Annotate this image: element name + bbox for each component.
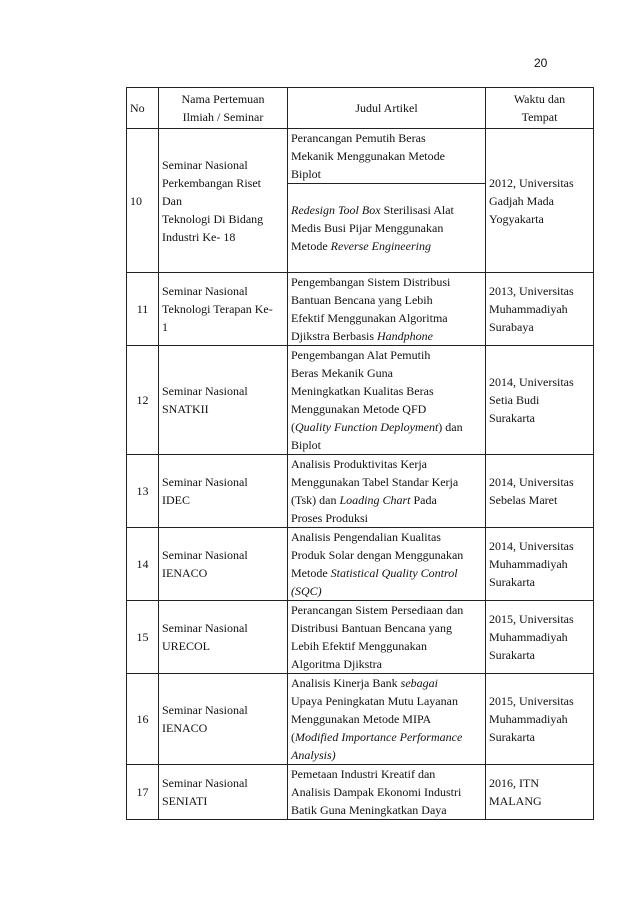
title-line xyxy=(291,219,482,237)
meeting-line: IENACO xyxy=(162,566,208,580)
title-text: Meningkatkan Kualitas Beras xyxy=(291,384,434,398)
time-place-line: Setia Budi xyxy=(489,393,540,407)
title-line xyxy=(291,291,482,309)
header-no: No xyxy=(127,88,159,129)
page-number: 20 xyxy=(534,56,548,70)
title-text: Algoritma Djikstra xyxy=(291,657,382,671)
title-italic-text: Redesign Tool Box xyxy=(291,203,381,217)
header-meeting-line: Ilmiah / Seminar xyxy=(182,110,264,124)
title-text: Menggunakan Metode MIPA xyxy=(291,712,432,726)
title-text: Analisis Dampak Ekonomi Industri xyxy=(291,785,462,799)
title-text: Biplot xyxy=(291,438,322,452)
title-text: Menggunakan Metode QFD xyxy=(291,402,427,416)
meeting-line: Seminar Nasional xyxy=(162,475,248,489)
title-line xyxy=(291,400,482,418)
table-row xyxy=(127,273,594,346)
table-row xyxy=(127,455,594,528)
title-italic-text: Modified Importance Performance xyxy=(295,730,463,744)
title-line xyxy=(291,528,482,546)
title-line xyxy=(291,801,482,819)
time-place-line: Surakarta xyxy=(489,411,535,425)
title-text: Bantuan Bencana yang Lebih xyxy=(291,293,433,307)
title-italic-text: Statistical Quality Control xyxy=(330,566,458,580)
title-text: Efektif Menggunakan Algoritma xyxy=(291,311,448,325)
title-line xyxy=(291,746,482,764)
title-line xyxy=(291,273,482,291)
title-text: Pengembangan Alat Pemutih xyxy=(291,348,431,362)
title-line xyxy=(291,728,482,746)
table-row xyxy=(127,601,594,674)
meeting-line: Dan xyxy=(162,193,182,208)
row-number: 16 xyxy=(127,674,159,765)
seminar-table xyxy=(126,87,594,820)
time-place-line: 2014, Universitas xyxy=(489,475,574,489)
meeting-cell xyxy=(159,528,288,601)
header-title: Judul Artikel xyxy=(288,88,486,129)
title-text: (Tsk) dan xyxy=(291,493,340,507)
title-text: Djikstra Berbasis xyxy=(291,329,377,343)
meeting-line: Teknologi Di Bidang xyxy=(162,211,264,226)
meeting-line: Seminar Nasional xyxy=(162,157,248,172)
meeting-line: Industri Ke- 18 xyxy=(162,229,236,244)
title-line xyxy=(291,674,482,692)
title-line: Perancangan Pemutih Beras xyxy=(291,131,426,145)
title-text: Pada xyxy=(410,493,437,507)
header-time-place-line: Waktu dan xyxy=(513,92,566,106)
title-line xyxy=(291,473,482,491)
title-text: Analisis Kinerja Bank xyxy=(291,676,401,690)
title-text: Analisis Produktivitas Kerja xyxy=(291,457,427,471)
header-meeting xyxy=(159,88,288,129)
title-italic-text: Analysis) xyxy=(291,748,336,762)
meeting-line: SNATKII xyxy=(162,402,209,416)
meeting-line: IENACO xyxy=(162,721,208,735)
title-line xyxy=(291,491,482,509)
title-line xyxy=(291,582,482,600)
title-cell xyxy=(288,346,486,455)
time-place-cell xyxy=(486,273,594,346)
header-time-place-line: Tempat xyxy=(521,110,558,124)
table-row xyxy=(127,528,594,601)
title-line xyxy=(291,619,482,637)
title-line xyxy=(291,710,482,728)
title-cell xyxy=(288,601,486,674)
title-text: Medis Busi Pijar Menggunakan xyxy=(291,221,444,235)
title-line: Mekanik Menggunakan Metode xyxy=(291,149,445,163)
title-line xyxy=(291,418,482,436)
title-text: Lebih Efektif Menggunakan xyxy=(291,639,427,653)
table-header-row xyxy=(127,88,594,129)
title-italic-text: sebagai xyxy=(400,676,438,690)
title-line xyxy=(291,327,482,345)
table-body xyxy=(127,129,594,820)
row-number: 10 xyxy=(127,129,159,273)
time-place-cell xyxy=(486,346,594,455)
title-cell xyxy=(288,273,486,346)
title-cell xyxy=(288,674,486,765)
title-line xyxy=(291,692,482,710)
meeting-line: Seminar Nasional xyxy=(162,284,248,298)
title-text: Metode xyxy=(291,239,331,253)
title-line xyxy=(291,364,482,382)
title-line xyxy=(291,237,482,255)
time-place-line: Surakarta xyxy=(489,730,535,744)
title-line xyxy=(291,455,482,473)
time-place-line: 2015, Universitas xyxy=(489,612,574,626)
row-number: 13 xyxy=(127,455,159,528)
time-place-cell xyxy=(486,528,594,601)
meeting-line: Seminar Nasional xyxy=(162,621,248,635)
row-number: 11 xyxy=(127,273,159,346)
title-line xyxy=(291,601,482,619)
meeting-line: 1 xyxy=(162,320,168,334)
meeting-cell xyxy=(159,674,288,765)
time-place-line: 2014, Universitas xyxy=(489,375,574,389)
row-number: 15 xyxy=(127,601,159,674)
title-cell xyxy=(288,765,486,820)
meeting-line: Seminar Nasional xyxy=(162,703,248,717)
title-text: Upaya Peningkatan Mutu Layanan xyxy=(291,694,458,708)
title-line xyxy=(291,201,482,219)
time-place-line: Surakarta xyxy=(489,575,535,589)
meeting-cell xyxy=(159,765,288,820)
time-place-line: 2016, ITN xyxy=(489,776,539,790)
meeting-line: Seminar Nasional xyxy=(162,384,248,398)
row-number: 14 xyxy=(127,528,159,601)
time-place-line: Sebelas Maret xyxy=(489,493,558,507)
meeting-line: Teknologi Terapan Ke- xyxy=(162,302,273,316)
meeting-cell xyxy=(159,346,288,455)
title-text: ( xyxy=(291,420,295,434)
title-italic-text: Quality Function Deployment xyxy=(295,420,439,434)
header-time-place xyxy=(486,88,594,129)
title-line xyxy=(291,546,482,564)
title-text: Produk Solar dengan Menggunakan xyxy=(291,548,464,562)
time-place-cell xyxy=(486,674,594,765)
title-text: Menggunakan Tabel Standar Kerja xyxy=(291,475,459,489)
time-place-line: 2014, Universitas xyxy=(489,539,574,553)
meeting-line: SENIATI xyxy=(162,794,208,808)
time-place-cell xyxy=(486,129,594,273)
time-place-cell xyxy=(486,765,594,820)
title-line xyxy=(291,637,482,655)
title-cell-continued xyxy=(288,129,486,184)
time-place-line: Muhammadiyah xyxy=(489,630,568,644)
title-cell xyxy=(288,528,486,601)
title-line xyxy=(291,346,482,364)
title-text: Beras Mekanik Guna xyxy=(291,366,393,380)
time-place-line: Muhammadiyah xyxy=(489,557,568,571)
time-place-line: Muhammadiyah xyxy=(489,302,568,316)
time-place-line: Gadjah Mada xyxy=(489,193,554,208)
header-meeting-line: Nama Pertemuan xyxy=(181,92,265,106)
title-line xyxy=(291,509,482,527)
title-cell xyxy=(288,455,486,528)
title-text: Distribusi Bantuan Bencana yang xyxy=(291,621,452,635)
title-line xyxy=(291,309,482,327)
row-number: 17 xyxy=(127,765,159,820)
meeting-line: Perkembangan Riset xyxy=(162,175,261,190)
meeting-line: IDEC xyxy=(162,493,190,507)
title-text: Metode xyxy=(291,566,331,580)
time-place-line: MALANG xyxy=(489,794,542,808)
meeting-cell xyxy=(159,273,288,346)
title-line xyxy=(291,765,482,783)
time-place-line: 2015, Universitas xyxy=(489,694,574,708)
title-text: Analisis Pengendalian Kualitas xyxy=(291,530,441,544)
title-text: ( xyxy=(291,730,295,744)
table-row xyxy=(127,674,594,765)
title-cell xyxy=(288,184,486,273)
title-line xyxy=(291,436,482,454)
title-line xyxy=(291,382,482,400)
title-line: Biplot xyxy=(291,167,322,181)
title-text: Proses Produksi xyxy=(291,511,369,525)
title-italic-text: (SQC) xyxy=(291,584,322,598)
time-place-cell xyxy=(486,455,594,528)
title-italic-text: Handphone xyxy=(377,329,433,343)
time-place-line: Yogyakarta xyxy=(489,211,544,226)
title-italic-text: Loading Chart xyxy=(339,493,411,507)
time-place-line: Muhammadiyah xyxy=(489,712,568,726)
meeting-cell xyxy=(159,129,288,273)
title-text: Sterilisasi Alat xyxy=(380,203,454,217)
table-row xyxy=(127,765,594,820)
time-place-line: 2012, Universitas xyxy=(489,175,574,190)
title-line xyxy=(291,783,482,801)
row-number: 12 xyxy=(127,346,159,455)
table-row-continued xyxy=(127,129,594,184)
title-italic-text: Reverse Engineering xyxy=(330,239,431,253)
title-text: Batik Guna Meningkatkan Daya xyxy=(291,803,447,817)
time-place-line: Surakarta xyxy=(489,648,535,662)
meeting-line: Seminar Nasional xyxy=(162,776,248,790)
table-row xyxy=(127,346,594,455)
time-place-line: Surabaya xyxy=(489,320,534,334)
title-text: ) dan xyxy=(438,420,463,434)
meeting-line: URECOL xyxy=(162,639,210,653)
time-place-cell xyxy=(486,601,594,674)
title-line xyxy=(291,564,482,582)
meeting-cell xyxy=(159,601,288,674)
time-place-line: 2013, Universitas xyxy=(489,284,574,298)
title-text: Pengembangan Sistem Distribusi xyxy=(291,275,451,289)
meeting-cell xyxy=(159,455,288,528)
title-text: Perancangan Sistem Persediaan dan xyxy=(291,603,464,617)
title-text: Pemetaan Industri Kreatif dan xyxy=(291,767,436,781)
title-line xyxy=(291,655,482,673)
meeting-line: Seminar Nasional xyxy=(162,548,248,562)
